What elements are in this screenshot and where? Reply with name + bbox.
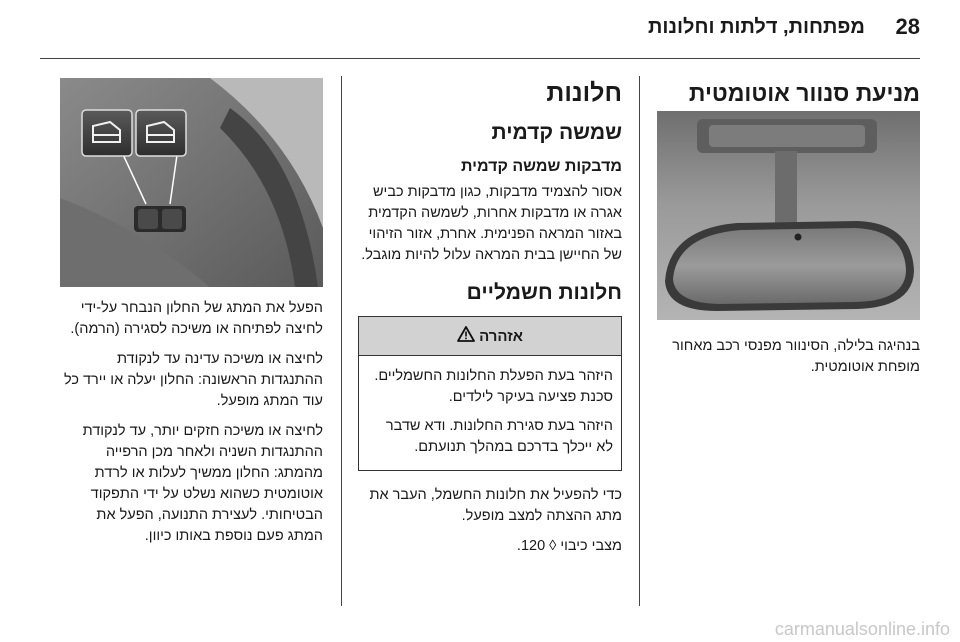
window-switch-second-stop: לחיצה או משיכה חזקים יותר, עד לנקודת ההתנגדות השניה ולאחר מכן הרפייה מהמתג: החלון ממשיך לעלות או לרדת אוטומטית כשהוא נשלט על ידי התפקוד הבטיחותי. לעצירת התנועה, הפעל את המתג פעם נוספת באותו כיוון.: [82, 423, 323, 544]
warning-box: [358, 316, 622, 471]
page-number: 28: [895, 14, 920, 39]
window-switch-photo: [60, 78, 323, 287]
rearview-mirror-photo: [657, 111, 920, 320]
window-switch-first-stop: לחיצה או משיכה עדינה עד לנקודת ההתנגדות הראשונה: החלון יעלה או יירד כל עוד המתג מופעל.: [63, 351, 323, 409]
windshield-stickers-text: אסור להצמיד מדבקות, כגון מדבקות כביש אגרה או מדבקות אחרות, לשמשה הקדמית באזור המראה הפנימית. אחרת, אזור הזיהוי של החיישן בבית המראה עלול להיות מוגבל.: [361, 184, 622, 263]
column-divider-right: [639, 76, 640, 606]
warning-title: אזהרה: [479, 327, 523, 345]
warning-header: [359, 317, 621, 356]
subheading-windshield-stickers: מדבקות שמשה קדמית: [461, 158, 622, 175]
column-divider-left: [341, 76, 342, 606]
caption-block: [656, 336, 920, 387]
ignition-reference: מצבי כיבוי ◊ 120.: [516, 538, 622, 554]
watermark: carmanualsonline.info: [774, 619, 950, 639]
page-header-title: מפתחות, דלתות וחלונות: [648, 16, 865, 38]
column-middle: [358, 78, 622, 566]
warning-body: [359, 356, 621, 470]
power-windows-text: כדי להפעיל את חלונות החשמל, העבר את מתג ההצתה למצב מופעל.: [369, 487, 622, 524]
column-left: [60, 298, 323, 556]
subheading-power-windows: חלונות חשמליים: [466, 281, 622, 304]
warning-paragraph: היזהר בעת סגירת החלונות. ודא שדבר לא ייכלך בדרכם במהלך תנועתם.: [385, 418, 613, 455]
warning-triangle-icon: [457, 326, 475, 346]
section-heading-windows: חלונות: [546, 79, 622, 107]
section-heading-auto-dimming: מניעת סנוור אוטומטית: [688, 80, 920, 106]
window-switch-instruction: הפעל את המתג של החלון הנבחר על-ידי לחיצה לפתיחה או משיכה לסגירה (הרמה).: [70, 300, 323, 337]
header-rule: [40, 58, 920, 59]
warning-paragraph: היזהר בעת הפעלת החלונות החשמליים. סכנת פציעה בעיקר לילדים.: [374, 368, 613, 405]
mirror-caption: בנהיגה בלילה, הסינוור מפנסי רכב מאחור מופחת אוטומטית.: [672, 338, 920, 375]
subheading-windshield: שמשה קדמית: [491, 121, 622, 144]
